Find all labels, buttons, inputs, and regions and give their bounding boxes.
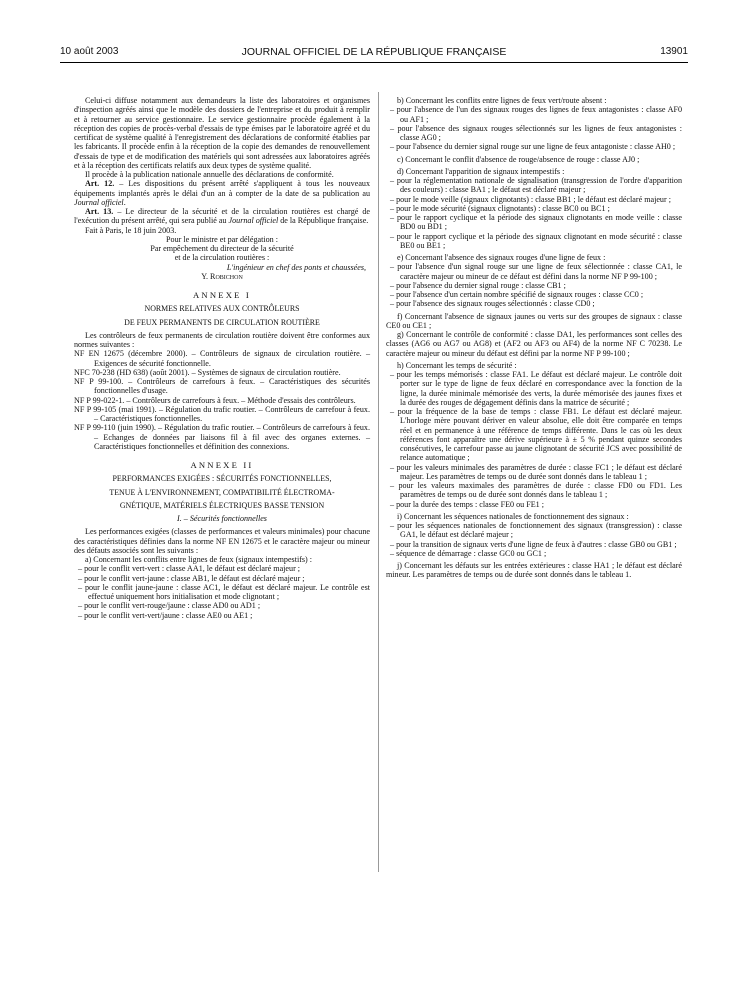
list-item: – pour le conflit vert-vert/jaune : classe AE0 ou AE1 ; [78,610,253,620]
list-item: – pour la réglementation nationale de signalisation (transgression de l'ordre d'apparition des couleurs) : classe BA1 ; le défaut est déclaré majeur ; [390,176,682,195]
list-item: – pour l'absence du dernier signal rouge : classe CB1 ; [390,280,566,290]
article-end: . [123,197,126,207]
left-column [74,96,370,620]
list-item: – pour le conflit vert-rouge/jaune : classe AD0 ou AD1 ; [78,601,261,611]
clause-title: f) Concernant l'absence de signaux jaunes ou verts sur des groupes de signaux : classe CE0 ou CE1 ; [386,311,682,330]
article-text: – Les dispositions du présent arrêté s'appliquent à tous les nouveaux équipements implantés après le délai d'un an à compter de la date de sa publication au [74,179,371,198]
annexe-1-heading: ANNEXE I [193,290,251,300]
page-header [60,46,688,60]
annexe-2-title: GNÉTIQUE, MATÉRIELS ÉLECTRIQUES BASSE TENSION [119,500,325,510]
annexe-2-title: PERFORMANCES EXIGÉES : SÉCURITÉS FONCTIONNELLES, [112,474,332,484]
clause-title: j) Concernant les défauts sur les entrées extérieures : classe HA1 ; le défaut est déclaré mineur. Les paramètres de temps ou de durée sont donnés dans le tableau 1. [386,561,682,580]
list-item: – pour l'absence des signaux rouges sélectionnés : classe CD0 ; [390,299,595,309]
signatory-name: Y. Robichon [201,271,243,281]
norm-item: NF EN 12675 (décembre 2000). – Contrôleurs de signaux de circulation routière. – Exigences de sécurité fonctionnelle. [74,349,370,368]
column-separator [378,92,379,872]
article-label: Art. 12. [85,179,115,189]
norm-item: NF P 99-022-1. – Contrôleurs de carrefours à feux. – Méthode d'essais des contrôleurs. [74,395,356,405]
article-jo: Journal officiel [228,216,279,226]
list-item: – pour l'absence du dernier signal rouge sur une ligne de feux antagoniste : classe AH0 ; [390,142,676,152]
list-item: – pour le conflit vert-jaune : classe AB1, le défaut est déclaré majeur ; [78,573,305,583]
right-column [386,96,682,580]
article-jo: Journal officiel [74,197,124,207]
annexe-1-title: NORMES RELATIVES AUX CONTRÔLEURS [144,304,300,314]
article-text: – Le directeur de la sécurité et de la circulation routières est chargé de l'exécution du présent arrêté, qui sera publié au [74,207,370,226]
list-item: – pour l'absence de l'un des signaux rouges des lignes de feux antagonistes : classe AF0 ou AF1 ; [390,105,682,124]
paragraph: Il procède à la publication nationale annuelle des déclarations de conformité. [85,170,334,179]
norm-item: NF P 99-100. – Contrôleurs de carrefours à feux. – Caractéristiques des sécurités fonctionnelles d'usage. [74,377,370,396]
norm-item: NFC 70-238 (HD 638) (août 2001). – Systèmes de signaux de circulation routière. [74,367,341,377]
section-title: I. – Sécurités fonctionnelles [177,514,267,523]
clause-title: h) Concernant les temps de sécurité : [397,360,517,370]
list-item: – pour la fréquence de la base de temps : classe FB1. Le défaut est déclaré majeur. L'horloge mère pouvant dériver en valeur absolue, elle doit être comparée en temps réel et en permanence à une référence de temps différente. Dans le cas où les deux références font apparaître une dérive supérieure à ± 5 % pendant quinze secondes consécutives, le carrefour passe au jaune clignotant de sécurité JCS avec possibilité de relance automatique ; [390,407,682,463]
list-item: – pour le rapport cyclique et la période des signaux clignotants en mode veille : classe BD0 ou BD1 ; [390,213,682,232]
header-rule [60,62,688,63]
article-12 [74,179,370,207]
signature-line: L'ingénieur en chef des ponts et chaussées, [226,262,366,272]
annexe-2-title: TENUE À L'ENVIRONNEMENT, COMPATIBILITÉ ÉLECTROMA- [109,487,335,497]
list-item: – pour les séquences nationales de fonctionnement des signaux (transgression) : classe GA1, le défaut est déclaré majeur ; [390,521,682,540]
clause-title: c) Concernant le conflit d'absence de rouge/absence de rouge : classe AJ0 ; [397,154,640,164]
paragraph: Les contrôleurs de feux permanents de circulation routière doivent être conformes aux normes suivantes : [74,330,370,349]
clause-title: b) Concernant les conflits entre lignes de feux vert/route absent : [397,96,607,105]
header-date: 10 août 2003 [60,46,119,57]
clause-title: d) Concernant l'apparition de signaux intempestifs : [397,166,565,176]
article-label: Art. 13. [85,207,114,216]
paragraph: Celui-ci diffuse notamment aux demandeurs la liste des laboratoires et organismes d'inspection agréés ainsi que le modèle des dossiers de l'entreprise et du produit à remplir et à retourner au service gestionnaire. Le service gestionnaire procède également à la réception des copies de procès-verbal d'essais de type émises par le laboratoire agréé et du certificat de système qualité à l'enregistrement des déclarations de conformité établies par les fabricants. Il procède enfin à la réception de la copie des demandes de renouvellement d'essais de type et de modification des matériels qui sont adressées aux laboratoires agréés et à la réception des certificats relatifs aux deux types de système qualité. [74,96,370,170]
fait-a-paris: Fait à Paris, le 18 juin 2003. [85,225,177,235]
article-end: de la République française. [278,216,369,226]
list-item: – pour les valeurs minimales des paramètres de durée : classe FC1 ; le défaut est déclaré majeur. Les paramètres de temps ou de durée sont donnés dans le tableau 1 ; [390,462,682,481]
list-item: – pour le conflit jaune-jaune : classe AC1, le défaut est déclaré majeur. Le contrôle est effectué uniquement hors initialisation et mode clignotant ; [78,582,370,601]
norm-item: NF P 99-105 (mai 1991). – Régulation du trafic routier. – Contrôleurs de carrefour à feux. – Caractéristiques fonctionnelles. [74,404,370,423]
list-item: – pour le mode veille (signaux clignotants) : classe BB1 ; le défaut est déclaré majeur ; [390,194,671,204]
list-item: – pour le rapport cyclique et la période des signaux clignotant en mode sécurité : classe BE0 ou BE1 ; [390,231,682,250]
list-item: – pour la transition de signaux verts d'une ligne de feux à d'autres : classe GB0 ou GB1 ; [390,539,677,549]
list-item: – pour les temps mémorisés : classe FA1. Le défaut est déclaré majeur. Le contrôle doit porter sur le type de ligne de feux déclaré en correspondance avec la fonction de la ligne, la durée minimale mémorisée des verts, la durée mémorisée des jaunes fixes et la durée des rouges de dégagement définis dans la matrice de sécurité ; [390,370,682,407]
page-number: 13901 [660,46,688,57]
list-item: – pour le conflit vert-vert : classe AA1, le défaut est déclaré majeur ; [78,564,301,574]
signature-line: et de la circulation routières : [174,253,270,263]
signature-line: Pour le ministre et par délégation : [166,234,278,244]
paragraph: Les performances exigées (classes de performances et valeurs minimales) pour chacune des caractéristiques définies dans la norme NF EN 12675 et le caractère majeur ou mineur des défauts associés sont les suivants : [74,527,370,555]
list-item: – pour le mode sécurité (signaux clignotants) : classe BC0 ou BC1 ; [390,203,610,213]
list-item: – séquence de démarrage : classe GC0 ou GC1 ; [390,548,547,558]
list-item: – pour l'absence d'un signal rouge sur une ligne de feux sélectionnée : classe CA1, le caractère majeur ou mineur de ce défaut est défini dans la norme NF P 99-100 ; [390,262,682,281]
list-item: – pour l'absence d'un certain nombre spécifié de signaux rouges : classe CC0 ; [390,290,644,299]
article-13 [74,207,370,226]
annexe-1-title: DE FEUX PERMANENTS DE CIRCULATION ROUTIÈRE [124,317,320,327]
annexe-2-heading: ANNEXE II [190,460,254,470]
clause-title: a) Concernant les conflits entre lignes de feux (signaux intempestifs) : [85,555,313,564]
clause-title: i) Concernant les séquences nationales de fonctionnement des signaux : [397,511,629,521]
norm-item: NF P 99-110 (juin 1990). – Régulation du trafic routier. – Contrôleurs de carrefours à feux. – Echanges de données par liaisons fil à fil avec des organes externes. – Caractéristiques fonctionnelles et définition des connexions. [74,423,370,451]
clause-title: g) Concernant le contrôle de conformité : classe DA1, les performances sont celles des classes (AG6 ou AG7 ou AG8) et (AF2 ou AF3 ou AF4) de la norme NF C 70238. Le caractère majeur ou mineur du défaut est défini par la norme NF P 99-100 ; [386,330,682,358]
clause-title: e) Concernant l'absence des signaux rouges d'une ligne de feux : [397,253,606,262]
journal-title: JOURNAL OFFICIEL DE LA RÉPUBLIQUE FRANÇAISE [241,46,507,58]
list-item: – pour l'absence des signaux rouges sélectionnés sur les lignes de feux antagonistes : classe AG0 ; [390,123,682,142]
signature-line: Par empêchement du directeur de la sécurité [150,244,294,253]
list-item: – pour la durée des temps : classe FE0 ou FE1 ; [390,499,544,509]
list-item: – pour les valeurs maximales des paramètres de durée : classe FD0 ou FD1. Les paramètres de temps ou de durée sont donnés dans le tableau 1 ; [390,481,682,500]
